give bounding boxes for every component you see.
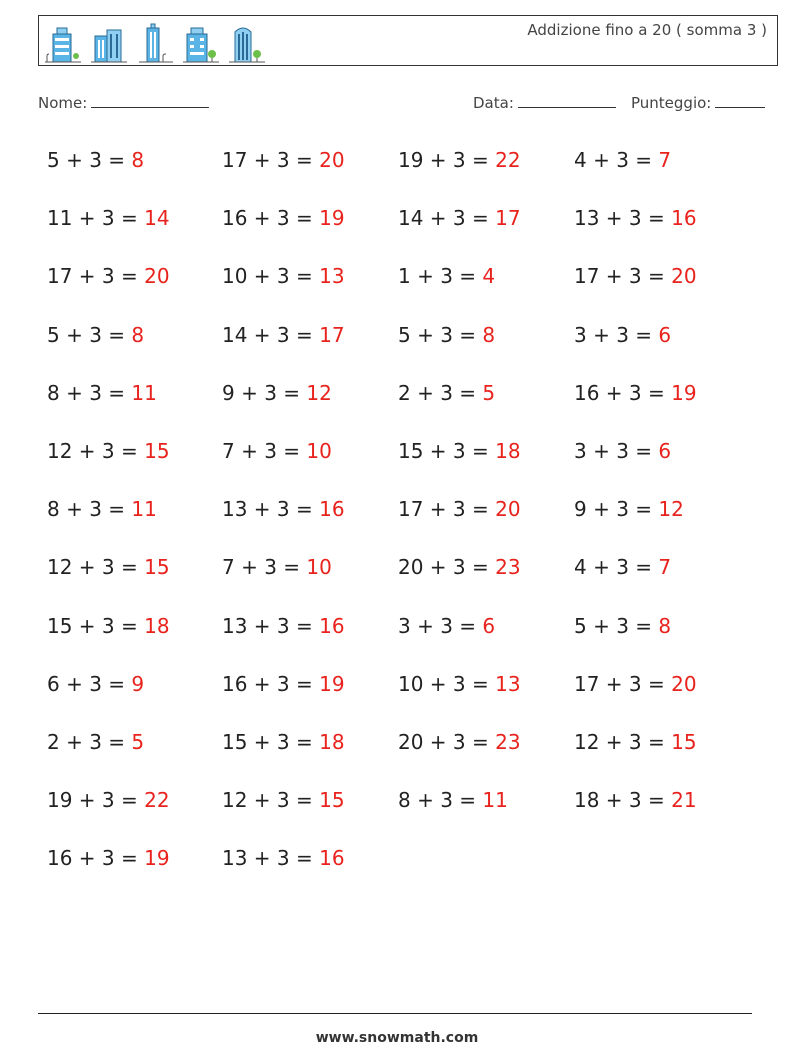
problem-answer: 17 [495, 206, 521, 231]
building-icon [181, 22, 221, 64]
problem-answer: 9 [131, 671, 145, 696]
problem-item [398, 206, 521, 230]
problem-expression: 12 + 3 = [47, 555, 145, 580]
name-label: Nome: [38, 94, 88, 112]
problem-answer: 12 [306, 380, 332, 405]
problem-answer: 20 [144, 264, 170, 289]
problem-expression: 3 + 3 = [574, 322, 659, 347]
worksheet-header [38, 15, 778, 66]
problem-answer: 13 [319, 264, 345, 289]
problem-item [398, 439, 521, 463]
problem-expression: 5 + 3 = [574, 613, 659, 638]
problem-expression: 14 + 3 = [398, 206, 496, 231]
footer-url: www.snowmath.com [315, 1030, 479, 1046]
problem-item [47, 846, 170, 870]
problem-answer: 20 [671, 671, 697, 696]
problem-expression: 4 + 3 = [574, 148, 659, 172]
problem-expression: 12 + 3 = [222, 788, 320, 813]
problem-expression: 7 + 3 = [222, 439, 307, 463]
problem-item [47, 206, 170, 230]
problem-item [574, 439, 671, 463]
score-label: Punteggio: [631, 94, 712, 112]
problem-item [398, 148, 521, 172]
problem-answer: 17 [319, 322, 345, 347]
problem-item [222, 730, 345, 754]
date-label: Data: [473, 94, 514, 112]
date-field [473, 93, 616, 112]
problem-item [222, 497, 345, 521]
problem-expression: 20 + 3 = [398, 730, 496, 754]
problem-answer: 13 [495, 671, 521, 696]
problem-answer: 16 [319, 613, 345, 638]
problem-answer: 20 [495, 497, 521, 522]
problem-item [222, 381, 332, 405]
problem-item [398, 730, 521, 754]
problem-item [574, 672, 697, 696]
problem-item [47, 381, 157, 405]
problem-expression: 19 + 3 = [398, 148, 496, 172]
problem-answer: 21 [671, 788, 697, 813]
problem-answer: 14 [144, 206, 170, 231]
problem-expression: 2 + 3 = [47, 730, 132, 754]
problem-expression: 16 + 3 = [574, 380, 672, 405]
problem-item [574, 614, 671, 638]
problem-expression: 6 + 3 = [47, 671, 132, 696]
problem-answer: 8 [482, 322, 496, 347]
problem-answer: 7 [658, 555, 672, 580]
problem-item [47, 148, 144, 172]
problem-answer: 15 [671, 730, 697, 754]
problem-item [47, 672, 144, 696]
problem-expression: 17 + 3 = [574, 264, 672, 289]
problem-answer: 22 [144, 788, 170, 813]
problem-answer: 11 [131, 380, 157, 405]
problem-answer: 15 [319, 788, 345, 813]
problem-item [47, 497, 157, 521]
problem-answer: 19 [671, 380, 697, 405]
problem-item [574, 497, 684, 521]
problem-expression: 13 + 3 = [222, 613, 320, 638]
problem-answer: 19 [319, 671, 345, 696]
building-icon [135, 22, 175, 64]
problem-expression: 8 + 3 = [47, 380, 132, 405]
problem-item [47, 788, 170, 812]
problem-answer: 8 [131, 322, 145, 347]
problem-item [398, 555, 521, 579]
problem-expression: 8 + 3 = [398, 788, 483, 813]
problem-answer: 20 [319, 148, 345, 172]
building-icon [43, 22, 83, 64]
problem-expression: 13 + 3 = [574, 206, 672, 231]
problem-item [398, 614, 495, 638]
problem-expression: 11 + 3 = [47, 206, 145, 231]
problem-expression: 15 + 3 = [222, 730, 320, 754]
problem-item [47, 555, 170, 579]
problem-expression: 17 + 3 = [47, 264, 145, 289]
problem-item [574, 555, 671, 579]
problem-answer: 15 [144, 555, 170, 580]
building-icon [89, 22, 129, 64]
problem-expression: 7 + 3 = [222, 555, 307, 580]
problem-expression: 5 + 3 = [47, 322, 132, 347]
problem-expression: 13 + 3 = [222, 497, 320, 522]
name-field [38, 93, 209, 112]
problem-answer: 5 [482, 380, 496, 405]
problem-item [47, 730, 144, 754]
problem-item [222, 672, 345, 696]
problem-answer: 6 [482, 613, 496, 638]
worksheet-title: Addizione fino a 20 ( somma 3 ) [527, 21, 767, 39]
problem-item [398, 323, 495, 347]
problem-expression: 19 + 3 = [47, 788, 145, 813]
name-blank[interactable] [91, 93, 209, 108]
problem-answer: 6 [658, 439, 672, 463]
footer-divider [38, 1013, 752, 1014]
problem-expression: 13 + 3 = [222, 846, 320, 871]
problem-item [574, 206, 697, 230]
problem-expression: 4 + 3 = [574, 555, 659, 580]
problem-expression: 10 + 3 = [222, 264, 320, 289]
problem-answer: 5 [131, 730, 145, 754]
problem-item [47, 439, 170, 463]
problem-expression: 10 + 3 = [398, 671, 496, 696]
problem-answer: 23 [495, 555, 521, 580]
problem-expression: 2 + 3 = [398, 380, 483, 405]
problem-item [574, 381, 697, 405]
problem-item [222, 555, 332, 579]
problem-answer: 18 [495, 439, 521, 463]
problem-expression: 16 + 3 = [222, 206, 320, 231]
problem-answer: 16 [671, 206, 697, 231]
problem-item [222, 148, 345, 172]
problem-expression: 12 + 3 = [47, 439, 145, 463]
problem-expression: 5 + 3 = [398, 322, 483, 347]
problem-expression: 3 + 3 = [398, 613, 483, 638]
problem-answer: 15 [144, 439, 170, 463]
problem-item [574, 323, 671, 347]
problem-item [222, 264, 345, 288]
problem-answer: 7 [658, 148, 672, 172]
problem-answer: 16 [319, 497, 345, 522]
problem-expression: 1 + 3 = [398, 264, 483, 289]
problem-item [222, 323, 345, 347]
problem-expression: 16 + 3 = [222, 671, 320, 696]
score-field [631, 93, 765, 112]
problem-item [398, 672, 521, 696]
problem-expression: 15 + 3 = [47, 613, 145, 638]
problem-answer: 18 [319, 730, 345, 754]
problem-item [222, 614, 345, 638]
problem-answer: 18 [144, 613, 170, 638]
problem-item [222, 206, 345, 230]
problem-answer: 11 [482, 788, 508, 813]
problem-expression: 17 + 3 = [222, 148, 320, 172]
problem-item [47, 614, 170, 638]
problem-answer: 11 [131, 497, 157, 522]
problem-expression: 20 + 3 = [398, 555, 496, 580]
problem-item [222, 788, 345, 812]
problem-answer: 19 [319, 206, 345, 231]
problem-item [574, 788, 697, 812]
problem-expression: 18 + 3 = [574, 788, 672, 813]
problem-expression: 17 + 3 = [574, 671, 672, 696]
problem-expression: 9 + 3 = [574, 497, 659, 522]
problem-item [47, 264, 170, 288]
problem-answer: 10 [306, 555, 332, 580]
problem-answer: 8 [131, 148, 145, 172]
problem-item [574, 730, 697, 754]
problem-item [222, 846, 345, 870]
problem-item [398, 497, 521, 521]
problem-expression: 8 + 3 = [47, 497, 132, 522]
problem-item [47, 323, 144, 347]
problem-item [398, 264, 495, 288]
problem-answer: 6 [658, 322, 672, 347]
score-blank[interactable] [715, 93, 765, 108]
problem-item [574, 264, 697, 288]
problem-answer: 23 [495, 730, 521, 754]
problem-answer: 8 [658, 613, 672, 638]
problem-item [398, 788, 508, 812]
problem-expression: 15 + 3 = [398, 439, 496, 463]
problem-expression: 5 + 3 = [47, 148, 132, 172]
problem-item [574, 148, 671, 172]
problem-item [398, 381, 495, 405]
problem-answer: 10 [306, 439, 332, 463]
date-blank[interactable] [518, 93, 616, 108]
problem-expression: 9 + 3 = [222, 380, 307, 405]
problem-expression: 17 + 3 = [398, 497, 496, 522]
problem-answer: 4 [482, 264, 496, 289]
building-icon [227, 22, 267, 64]
problem-answer: 22 [495, 148, 521, 172]
problem-item [222, 439, 332, 463]
problem-answer: 20 [671, 264, 697, 289]
problem-answer: 12 [658, 497, 684, 522]
problem-answer: 16 [319, 846, 345, 871]
problem-expression: 14 + 3 = [222, 322, 320, 347]
problem-expression: 12 + 3 = [574, 730, 672, 754]
problem-expression: 16 + 3 = [47, 846, 145, 871]
problem-answer: 19 [144, 846, 170, 871]
problem-expression: 3 + 3 = [574, 439, 659, 463]
